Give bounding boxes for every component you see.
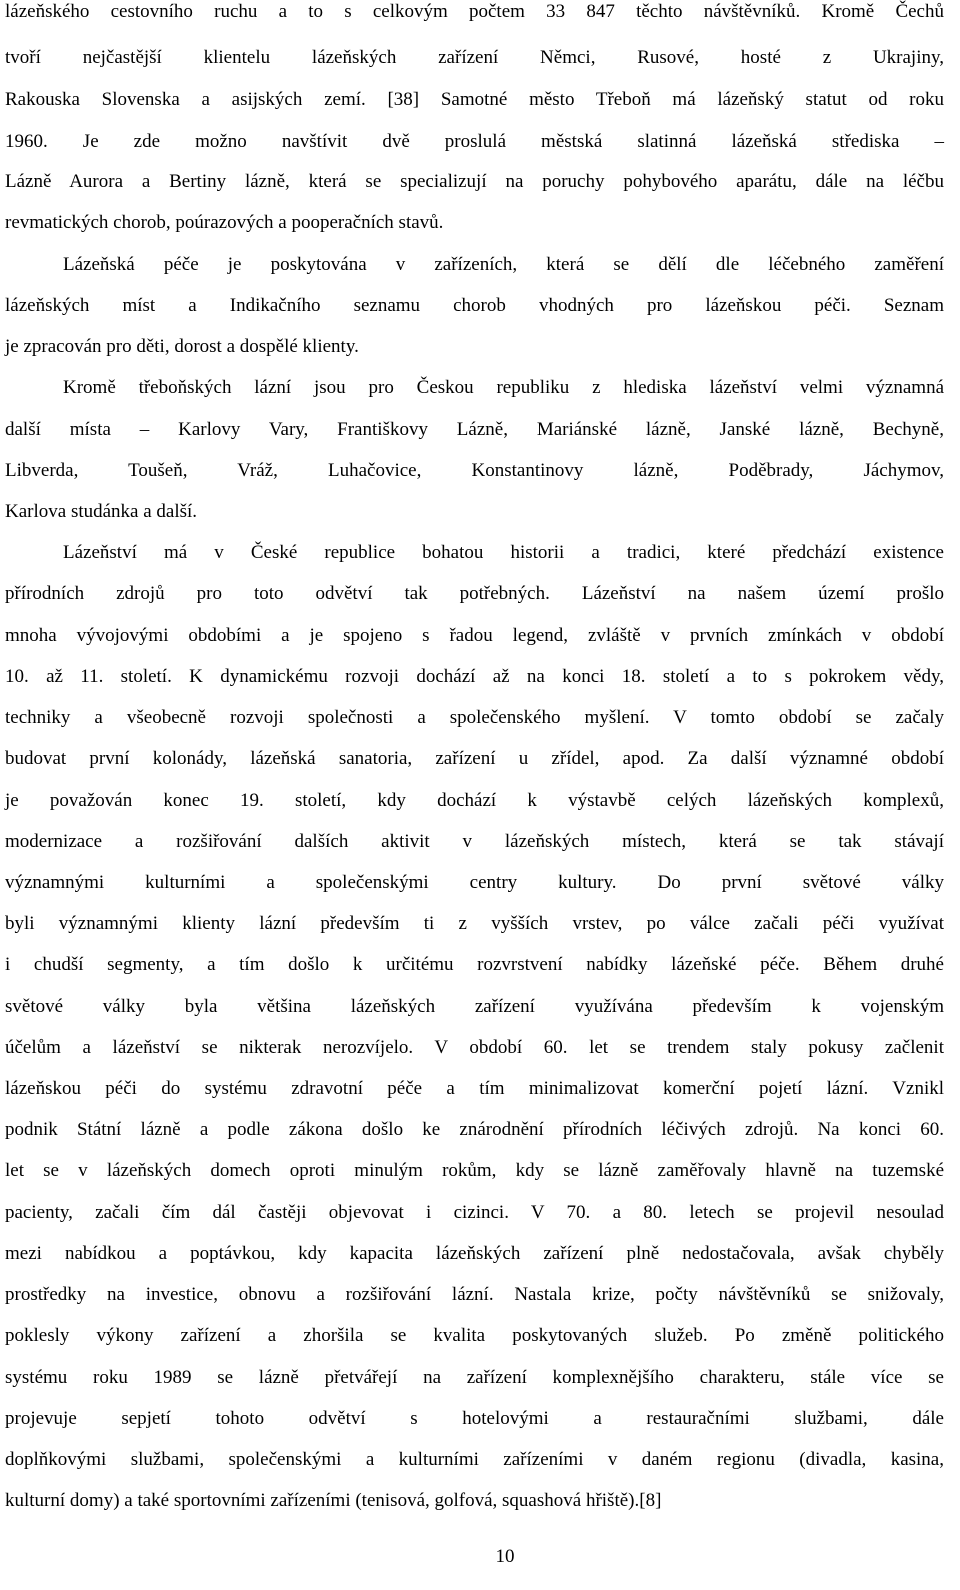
text-line: mezi nabídkou a poptávkou, kdy kapacita lázeňských zařízení plně nedostačovala, avšak chyběly [5, 1243, 944, 1264]
text-line: další místa – Karlovy Vary, Františkovy Lázně, Mariánské lázně, Janské lázně, Bechyně, [5, 419, 944, 440]
text-line: významnými kulturními a společenskými centry kultury. Do první světové války [5, 872, 944, 893]
text-line: Lázně Aurora a Bertiny lázně, která se specializují na poruchy pohybového aparátu, dále na léčbu [5, 171, 944, 192]
text-line: systému roku 1989 se lázně přetvářejí na zařízení komplexnějšího charakteru, stále více se [5, 1367, 944, 1388]
text-line: je považován konec 19. století, kdy dochází k výstavbě celých lázeňských komplexů, [5, 790, 944, 811]
text-line: mnoha vývojovými obdobími a je spojeno s řadou legend, zvláště v prvních zmínkách v období [5, 625, 944, 646]
text-line: podnik Státní lázně a podle zákona došlo ke znárodnění přírodních léčivých zdrojů. Na konci 60. [5, 1119, 944, 1140]
text-line: Lázeňství má v České republice bohatou historii a tradici, které předchází existence [63, 542, 944, 563]
text-line: Lázeňská péče je poskytována v zařízeních, která se dělí dle léčebného zaměření [63, 254, 944, 275]
text-line: účelům a lázeňství se nikterak nerozvíjelo. V období 60. let se trendem staly pokusy začlenit [5, 1037, 944, 1058]
text-line: pacienty, začali čím dál častěji objevovat i cizinci. V 70. a 80. letech se projevil nesoulad [5, 1202, 944, 1223]
text-line: Libverda, Toušeň, Vráž, Luhačovice, Konstantinovy lázně, Poděbrady, Jáchymov, [5, 460, 944, 481]
text-line: lázeňských míst a Indikačního seznamu chorob vhodných pro lázeňskou péči. Seznam [5, 295, 944, 316]
text-line: 10. až 11. století. K dynamickému rozvoji dochází až na konci 18. století a to s pokrokem vědy, [5, 666, 944, 687]
text-line: i chudší segmenty, a tím došlo k určitému rozvrstvení nabídky lázeňské péče. Během druhé [5, 954, 944, 975]
text-line: světové války byla většina lázeňských zařízení využívána především k vojenským [5, 996, 944, 1017]
page-number: 10 [495, 1546, 515, 1567]
text-line: byli významnými klienty lázní především ti z vyšších vrstev, po válce začali péči využívat [5, 913, 944, 934]
text-line: budovat první kolonády, lázeňská sanatoria, zařízení u zřídel, apod. Za další významné období [5, 748, 944, 769]
text-line: poklesly výkony zařízení a zhoršila se kvalita poskytovaných služeb. Po změně politického [5, 1325, 944, 1346]
text-line: kulturní domy) a také sportovními zařízeními (tenisová, golfová, squashová hřiště).[8] [5, 1490, 662, 1511]
text-line: tvoří nejčastější klientelu lázeňských zařízení Němci, Rusové, hosté z Ukrajiny, [5, 47, 944, 68]
text-line: přírodních zdrojů pro toto odvětví tak potřebných. Lázeňství na našem území prošlo [5, 583, 944, 604]
text-line: 1960. Je zde možno navštívit dvě proslulá městská slatinná lázeňská střediska – [5, 131, 944, 152]
text-line: prostředky na investice, obnovu a rozšiřování lázní. Nastala krize, počty návštěvníků se snižovaly, [5, 1284, 944, 1305]
text-line: Kromě třeboňských lázní jsou pro Českou republiku z hlediska lázeňství velmi významná [63, 377, 944, 398]
text-line: Karlova studánka a další. [5, 501, 198, 522]
text-line: je zpracován pro děti, dorost a dospělé klienty. [5, 336, 359, 357]
text-line: lázeňského cestovního ruchu a to s celkovým počtem 33 847 těchto návštěvníků. Kromě Čechů [5, 1, 944, 22]
text-line: projevuje sepjetí tohoto odvětví s hotelovými a restauračními službami, dále [5, 1408, 944, 1429]
text-line: lázeňskou péči do systému zdravotní péče a tím minimalizovat komerční pojetí lázní. Vznikl [5, 1078, 944, 1099]
text-line: revmatických chorob, poúrazových a pooperačních stavů. [5, 212, 444, 233]
text-line: doplňkovými službami, společenskými a kulturními zařízeními v daném regionu (divadla, kasina, [5, 1449, 944, 1470]
text-line: Rakouska Slovenska a asijských zemí. [38] Samotné město Třeboň má lázeňský statut od roku [5, 89, 944, 110]
text-line: let se v lázeňských domech oproti minulým rokům, kdy se lázně zaměřovaly hlavně na tuzemské [5, 1160, 944, 1181]
text-line: modernizace a rozšiřování dalších aktivit v lázeňských místech, která se tak stávají [5, 831, 944, 852]
text-line: techniky a všeobecně rozvoji společnosti a společenského myšlení. V tomto období se začaly [5, 707, 944, 728]
